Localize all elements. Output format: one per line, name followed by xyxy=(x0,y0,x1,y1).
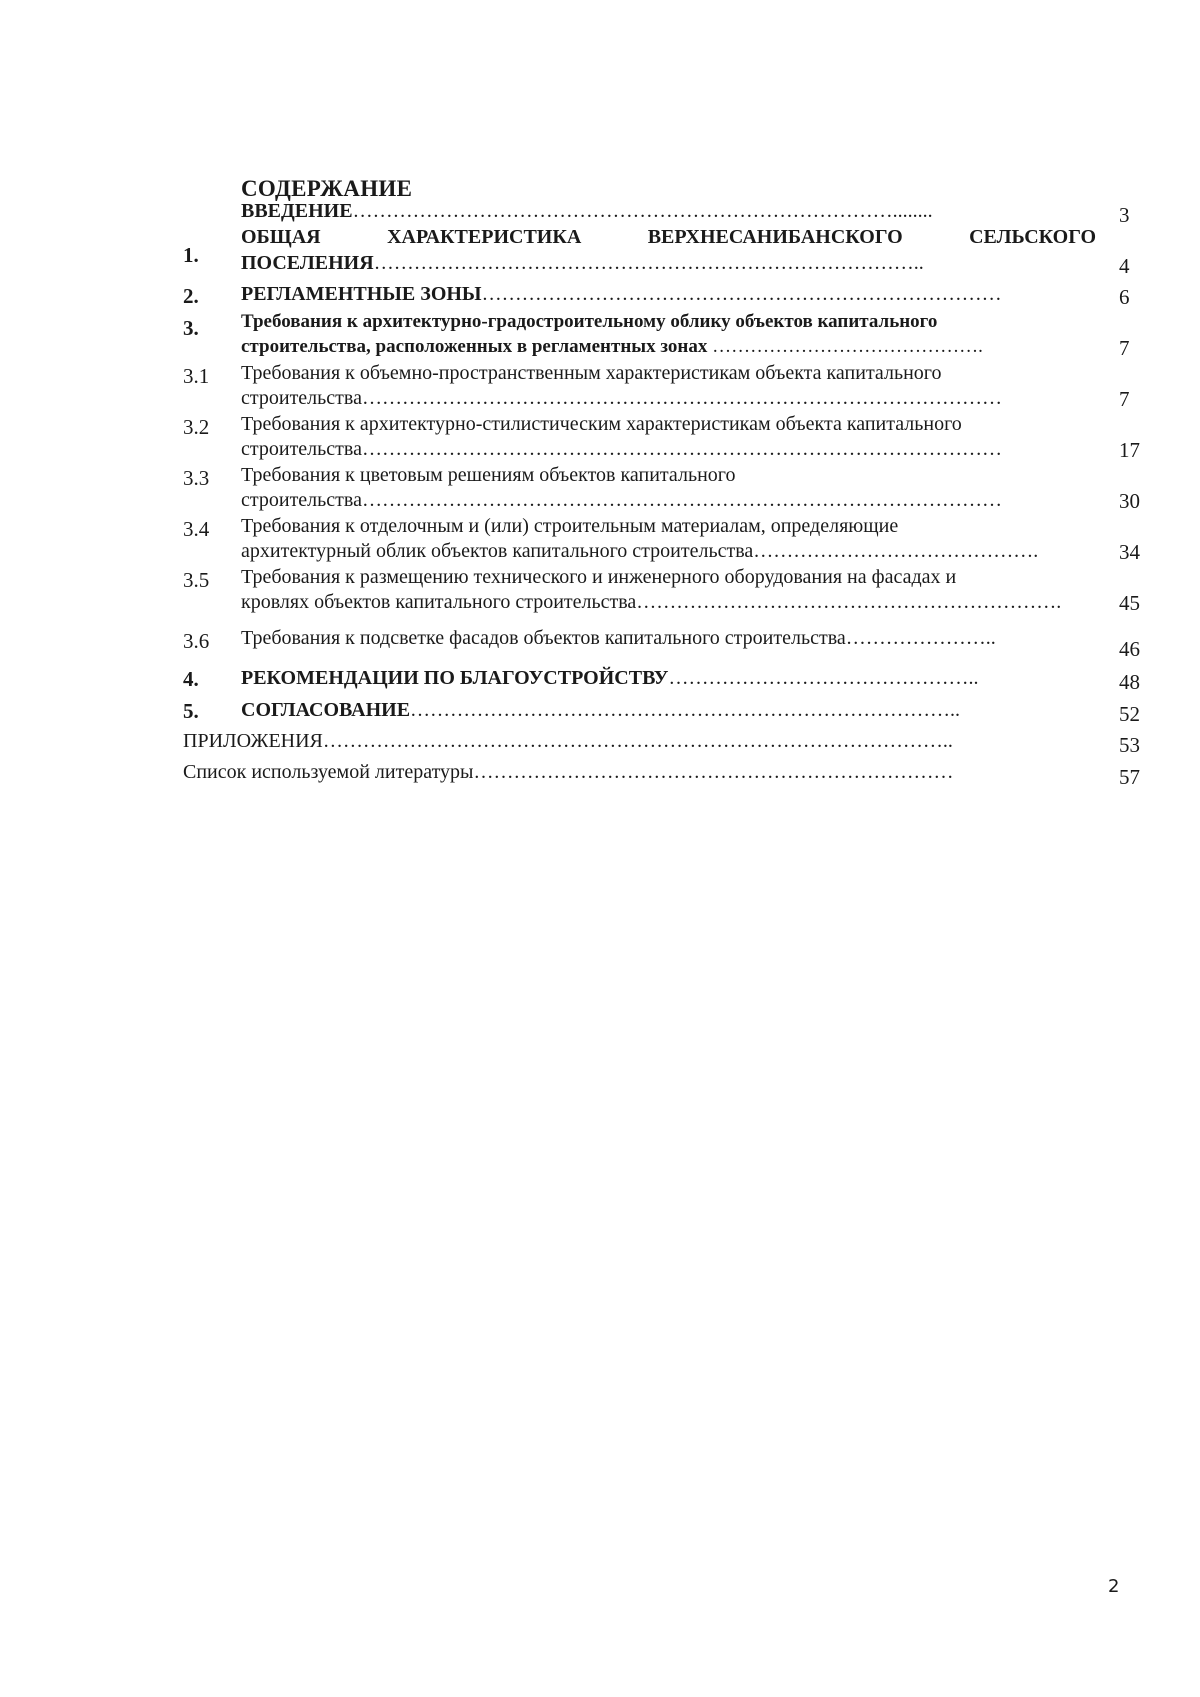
toc-entry-page: 34 xyxy=(1119,540,1140,564)
toc-entry-label-line1: Требования к объемно-пространственным характеристикам объекта капитального xyxy=(241,362,942,384)
toc-entry-label-line2: ПОСЕЛЕНИЯ……………………………………………………………………….. xyxy=(241,252,924,274)
toc-title: СОДЕРЖАНИЕ xyxy=(241,176,413,201)
toc-entry-label-line1: Требования к отделочным и (или) строительным материалам, определяющие xyxy=(241,515,899,537)
toc-entry-label: Требования к подсветке фасадов объектов капитального строительства………………….. xyxy=(241,627,996,649)
toc-entry-page: 45 xyxy=(1119,591,1140,615)
toc-entry-number: 5. xyxy=(183,699,199,723)
toc-entry-page: 7 xyxy=(1119,387,1130,411)
toc-entry-label-line2: строительства…………………………………………………………………………………… xyxy=(241,489,1002,511)
toc-entry-label: ПРИЛОЖЕНИЯ………………………………………………………………………………….. xyxy=(183,730,953,752)
toc-entry-number: 3.6 xyxy=(183,629,210,653)
toc-entry-label-line1: ОБЩАЯ ХАРАКТЕРИСТИКА ВЕРХНЕСАНИБАНСКОГО СЕЛЬСКОГО xyxy=(241,226,1096,248)
toc-entry-label-line1: Требования к архитектурно-стилистическим характеристикам объекта капитального xyxy=(241,413,962,435)
toc-entry-page: 6 xyxy=(1119,285,1130,309)
toc-entry-number: 3.2 xyxy=(183,415,210,439)
toc-entry-label-line2: строительства, расположенных в регламентных зонах ……………………………………. xyxy=(241,336,983,357)
toc-entry-page: 3 xyxy=(1119,203,1130,227)
toc-entry-label: Список используемой литературы……………………………………………………………… xyxy=(183,761,954,783)
toc-entry-label-line1: Требования к цветовым решениям объектов капитального xyxy=(241,464,736,486)
toc-entry-label: РЕКОМЕНДАЦИИ ПО БЛАГОУСТРОЙСТВУ……………………………………….. xyxy=(241,667,979,689)
toc-entry-page: 57 xyxy=(1119,765,1140,789)
toc-entry-number: 2. xyxy=(183,284,199,308)
toc-entry-label-line2: кровлях объектов капитального строительства………………………………………………………. xyxy=(241,591,1062,613)
toc-entry-page: 30 xyxy=(1119,489,1140,513)
toc-entry-label-line2: строительства…………………………………………………………………………………… xyxy=(241,387,1002,409)
toc-entry-number: 3.3 xyxy=(183,466,210,490)
table-of-contents xyxy=(0,0,1200,800)
toc-entry-page: 53 xyxy=(1119,733,1140,757)
toc-entry-page: 4 xyxy=(1119,254,1130,278)
toc-entry-label-line2: архитектурный облик объектов капитального строительства……………………………………. xyxy=(241,540,1039,562)
toc-entry-label-line1: Требования к размещению технического и инженерного оборудования на фасадах и xyxy=(241,566,957,588)
toc-entry-number: 3. xyxy=(183,316,199,340)
toc-entry-page: 52 xyxy=(1119,702,1140,726)
toc-entry-number: 3.1 xyxy=(183,364,210,388)
toc-entry-label: СОГЛАСОВАНИЕ……………………………………………………………………….. xyxy=(241,699,961,721)
toc-entry-page: 7 xyxy=(1119,336,1130,360)
toc-entry-label: РЕГЛАМЕНТНЫЕ ЗОНЫ…………………………………………………………………… xyxy=(241,283,1002,305)
toc-entry-label-line2: строительства…………………………………………………………………………………… xyxy=(241,438,1002,460)
page-number: 2 xyxy=(1108,1576,1120,1597)
toc-entry-page: 48 xyxy=(1119,670,1140,694)
toc-entry-number: 1. xyxy=(183,243,199,267)
toc-entry-page: 46 xyxy=(1119,637,1140,661)
toc-entry-page: 17 xyxy=(1119,438,1140,462)
toc-entry-label-line1: Требования к архитектурно-градостроительному облику объектов капитального xyxy=(241,311,938,332)
toc-entry-label: ВВЕДЕНИЕ………………………………………………………………………........ xyxy=(241,200,933,222)
toc-entry-number: 3.5 xyxy=(183,568,210,592)
toc-entry-number: 4. xyxy=(183,667,199,691)
toc-entry-number: 3.4 xyxy=(183,517,210,541)
